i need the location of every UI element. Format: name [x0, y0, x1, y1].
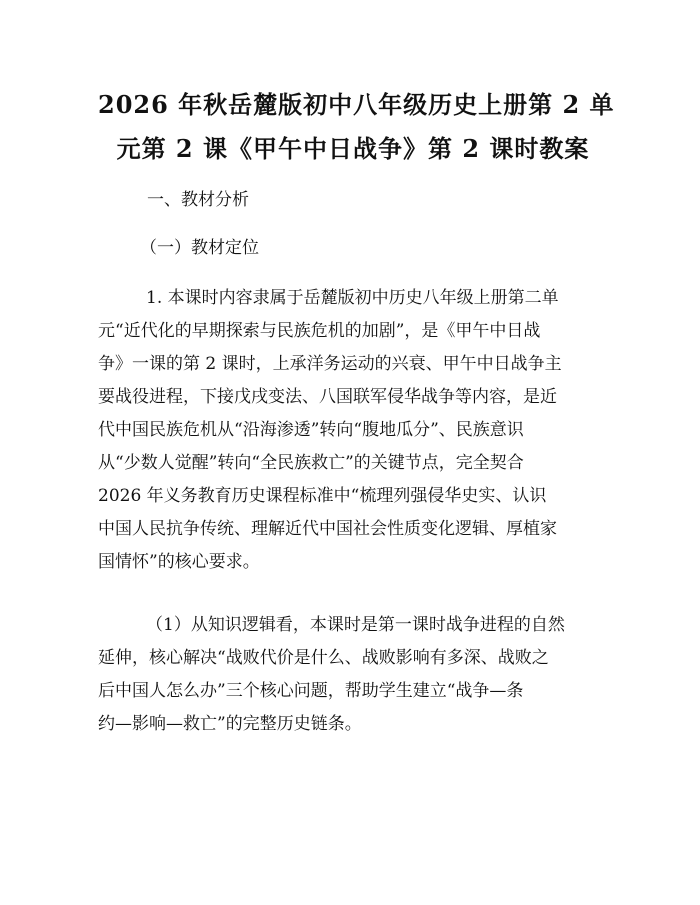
paragraph-1-line: 中国人民抗争传统、理解近代中国社会性质变化逻辑、厚植家 [98, 519, 557, 539]
paragraph-1-line: 要战役进程，下接戊戌变法、八国联军侵华战争等内容，是近 [98, 387, 557, 407]
paragraph-1-line: 从“少数人觉醒”转向“全民族救亡”的关键节点，完全契合 [98, 453, 524, 473]
subsection-heading: （一）教材定位 [140, 238, 259, 258]
paragraph-1-line: 2026 年义务教育历史课程标准中“梳理列强侵华史实、认识 [98, 486, 547, 506]
paragraph-1-line: 代中国民族危机从“沿海渗透”转向“腹地瓜分”、民族意识 [98, 420, 524, 440]
paragraph-1-line: 争》一课的第 2 课时，上承洋务运动的兴衰、甲午中日战争主 [98, 354, 562, 374]
paragraph-1-line: 元“近代化的早期探索与民族危机的加剧”，是《甲午中日战 [98, 321, 541, 341]
document-title-line-2: 元第 2 课《甲午中日战争》第 2 课时教案 [116, 134, 590, 163]
document-title-line-1: 2026 年秋岳麓版初中八年级历史上册第 2 单 [98, 90, 615, 119]
paragraph-1-line: 国情怀”的核心要求。 [98, 552, 260, 572]
paragraph-1-line: 1. 本课时内容隶属于岳麓版初中历史八年级上册第二单 [146, 288, 559, 308]
paragraph-2 [98, 609, 608, 741]
paragraph-2-line: （1）从知识逻辑看，本课时是第一课时战争进程的自然 [146, 615, 565, 635]
paragraph-2-line: 后中国人怎么办”三个核心问题，帮助学生建立“战争—条 [98, 681, 524, 701]
section-heading: 一、教材分析 [147, 190, 249, 210]
paragraph-2-line: 延伸，核心解决“战败代价是什么、战败影响有多深、战败之 [98, 648, 549, 668]
paragraph-2-line: 约—影响—救亡”的完整历史链条。 [98, 714, 362, 734]
paragraph-1 [98, 282, 608, 579]
